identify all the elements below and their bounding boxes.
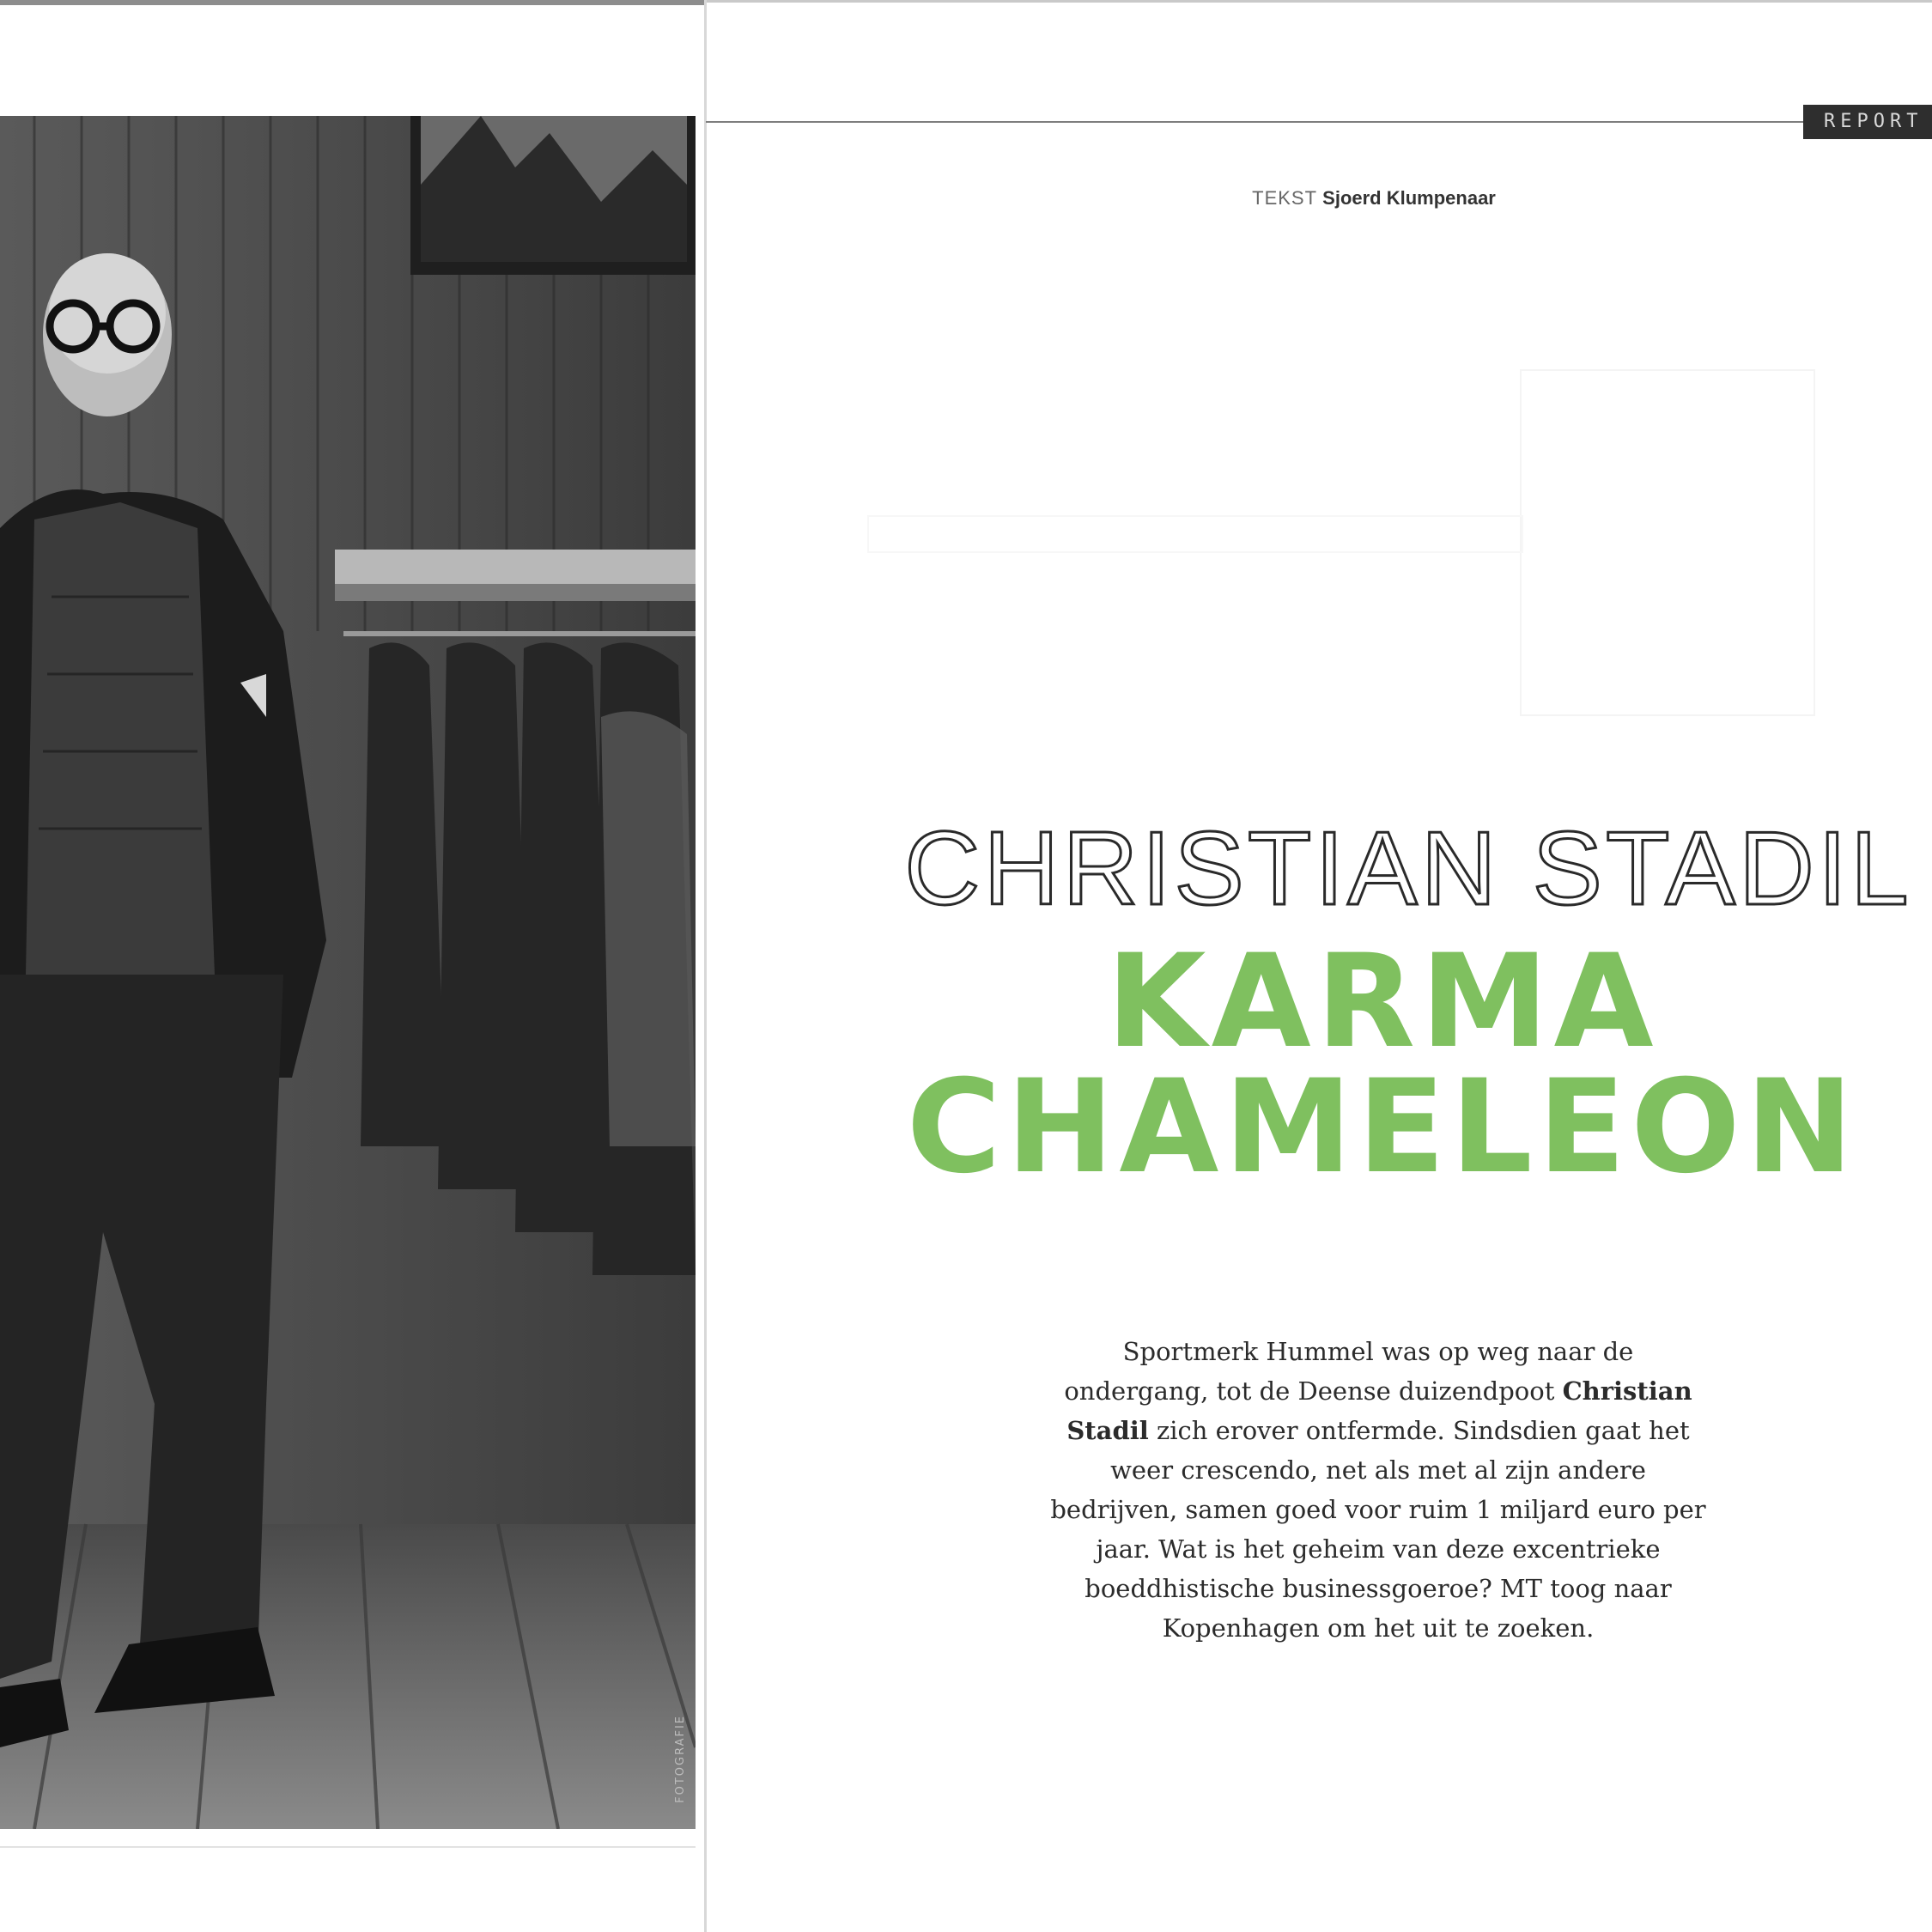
intro-name: Christian Stadil bbox=[1066, 1376, 1692, 1445]
kicker-title: CHRISTIAN STADIL bbox=[904, 810, 1912, 927]
portrait-photo bbox=[0, 116, 696, 1829]
photo-credit: FOTOGRAFIE bbox=[674, 1715, 687, 1803]
show-through-mark bbox=[1520, 369, 1815, 716]
headline-line-2: CHAMELEON bbox=[906, 1053, 1859, 1202]
portrait-photo-illustration bbox=[0, 116, 696, 1829]
headline-line-1: KARMA bbox=[1106, 927, 1659, 1077]
intro-text-before: Sportmerk Hummel was op weg naar de ondergang, tot de Deense duizendpoot bbox=[1064, 1337, 1634, 1406]
byline-label: TEKST bbox=[1252, 187, 1318, 209]
header-rule bbox=[706, 121, 1805, 123]
page-edge bbox=[0, 1846, 696, 1848]
byline bbox=[1073, 187, 1674, 210]
show-through-mark bbox=[867, 515, 1523, 553]
byline-author: Sjoerd Klumpenaar bbox=[1322, 187, 1496, 209]
scan-edge bbox=[704, 0, 1932, 3]
scan-edge bbox=[0, 0, 704, 5]
page-gutter bbox=[704, 0, 707, 1932]
intro-paragraph bbox=[1048, 1332, 1709, 1648]
intro-text-after: zich erover ontfermde. Sindsdien gaat het weer crescendo, net als met al zijn andere bedrijven, samen goed voor ruim 1 miljard euro per jaar. Wat is het geheim van deze excentrieke boeddhistische businessgoeroe? MT toog naar Kopenhagen om het uit te zoeken. bbox=[1050, 1416, 1706, 1643]
section-tab: REPORT bbox=[1803, 105, 1932, 139]
